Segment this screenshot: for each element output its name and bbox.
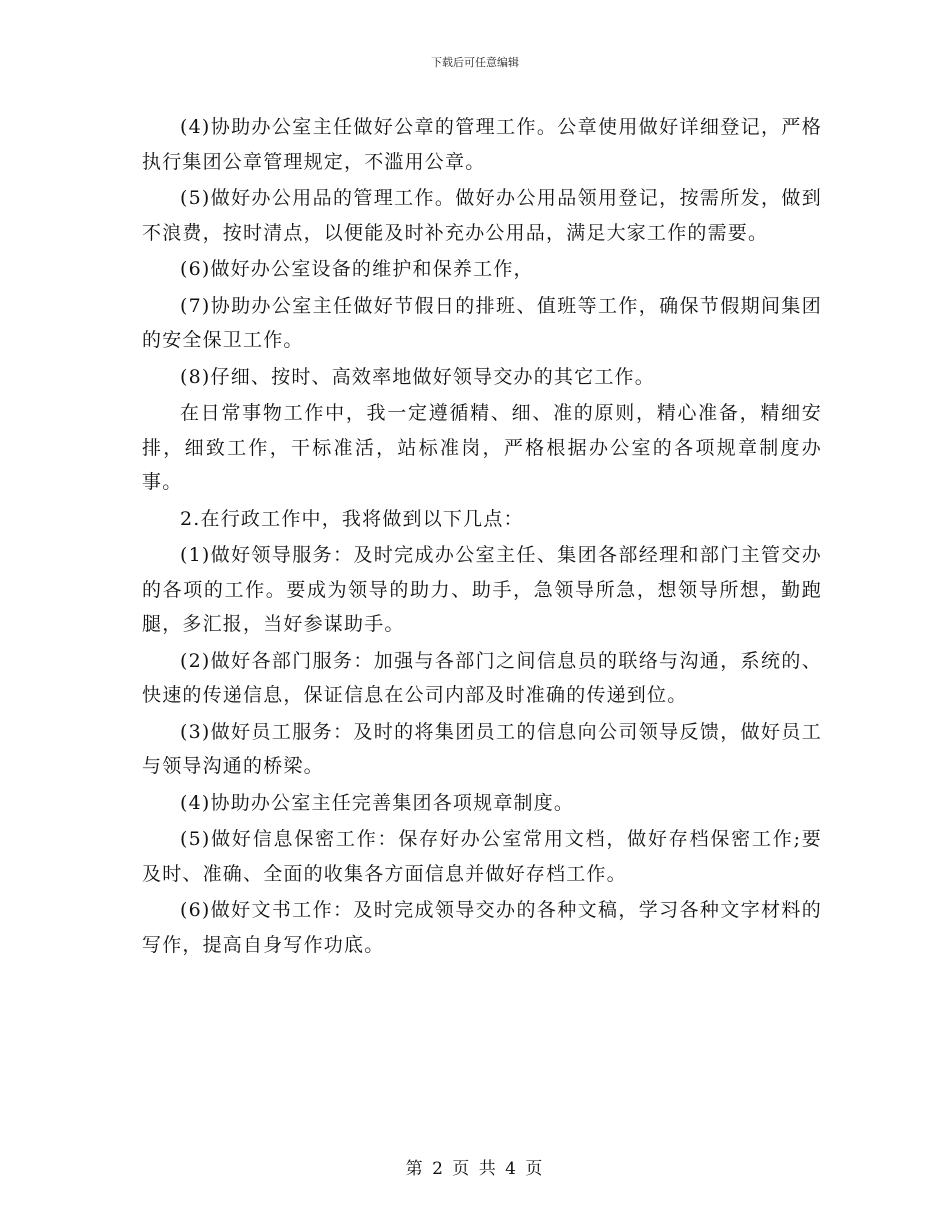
- paragraph: (5)做好信息保密工作：保存好办公室常用文档，做好存档保密工作;要及时、准确、全面的收集各方面信息并做好存档工作。: [142, 828, 822, 885]
- document-body: [142, 110, 822, 964]
- page-footer: 第 2 页 共 4 页: [405, 1159, 545, 1179]
- paragraph: (7)协助办公室主任做好节假日的排班、值班等工作，确保节假期间集团的安全保卫工作。: [142, 294, 822, 351]
- paragraph: (6)做好办公室设备的维护和保养工作，: [180, 258, 534, 280]
- paragraph: (5)做好办公用品的管理工作。做好办公用品领用登记，按需所发，做到不浪费，按时清点，以便能及时补充办公用品，满足大家工作的需要。: [142, 187, 822, 244]
- page-header: 下载后可任意编辑: [431, 56, 519, 69]
- paragraph: (6)做好文书工作：及时完成领导交办的各种文稿，学习各种文字材料的写作，提高自身写作功底。: [142, 899, 822, 956]
- paragraph: 2.在行政工作中，我将做到以下几点：: [180, 507, 524, 530]
- paragraph: (8)仔细、按时、高效率地做好领导交办的其它工作。: [180, 365, 655, 388]
- paragraph: (4)协助办公室主任完善集团各项规章制度。: [180, 791, 575, 814]
- paragraph: (2)做好各部门服务：加强与各部门之间信息员的联络与沟通，系统的、快速的传递信息，保证信息在公司内部及时准确的传递到位。: [142, 649, 822, 706]
- paragraph: (3)做好员工服务：及时的将集团员工的信息向公司领导反馈，做好员工与领导沟通的桥梁。: [142, 720, 822, 777]
- paragraph: (1)做好领导服务：及时完成办公室主任、集团各部经理和部门主管交办的各项的工作。要成为领导的助力、助手，急领导所急，想领导所想，勤跑腿，多汇报，当好参谋助手。: [142, 544, 822, 635]
- paragraph: (4)协助办公室主任做好公章的管理工作。公章使用做好详细登记，严格执行集团公章管理规定，不滥用公章。: [142, 116, 822, 173]
- paragraph: 在日常事物工作中，我一定遵循精、细、准的原则，精心准备，精细安排，细致工作，干标准活，站标准岗，严格根据办公室的各项规章制度办事。: [142, 402, 822, 493]
